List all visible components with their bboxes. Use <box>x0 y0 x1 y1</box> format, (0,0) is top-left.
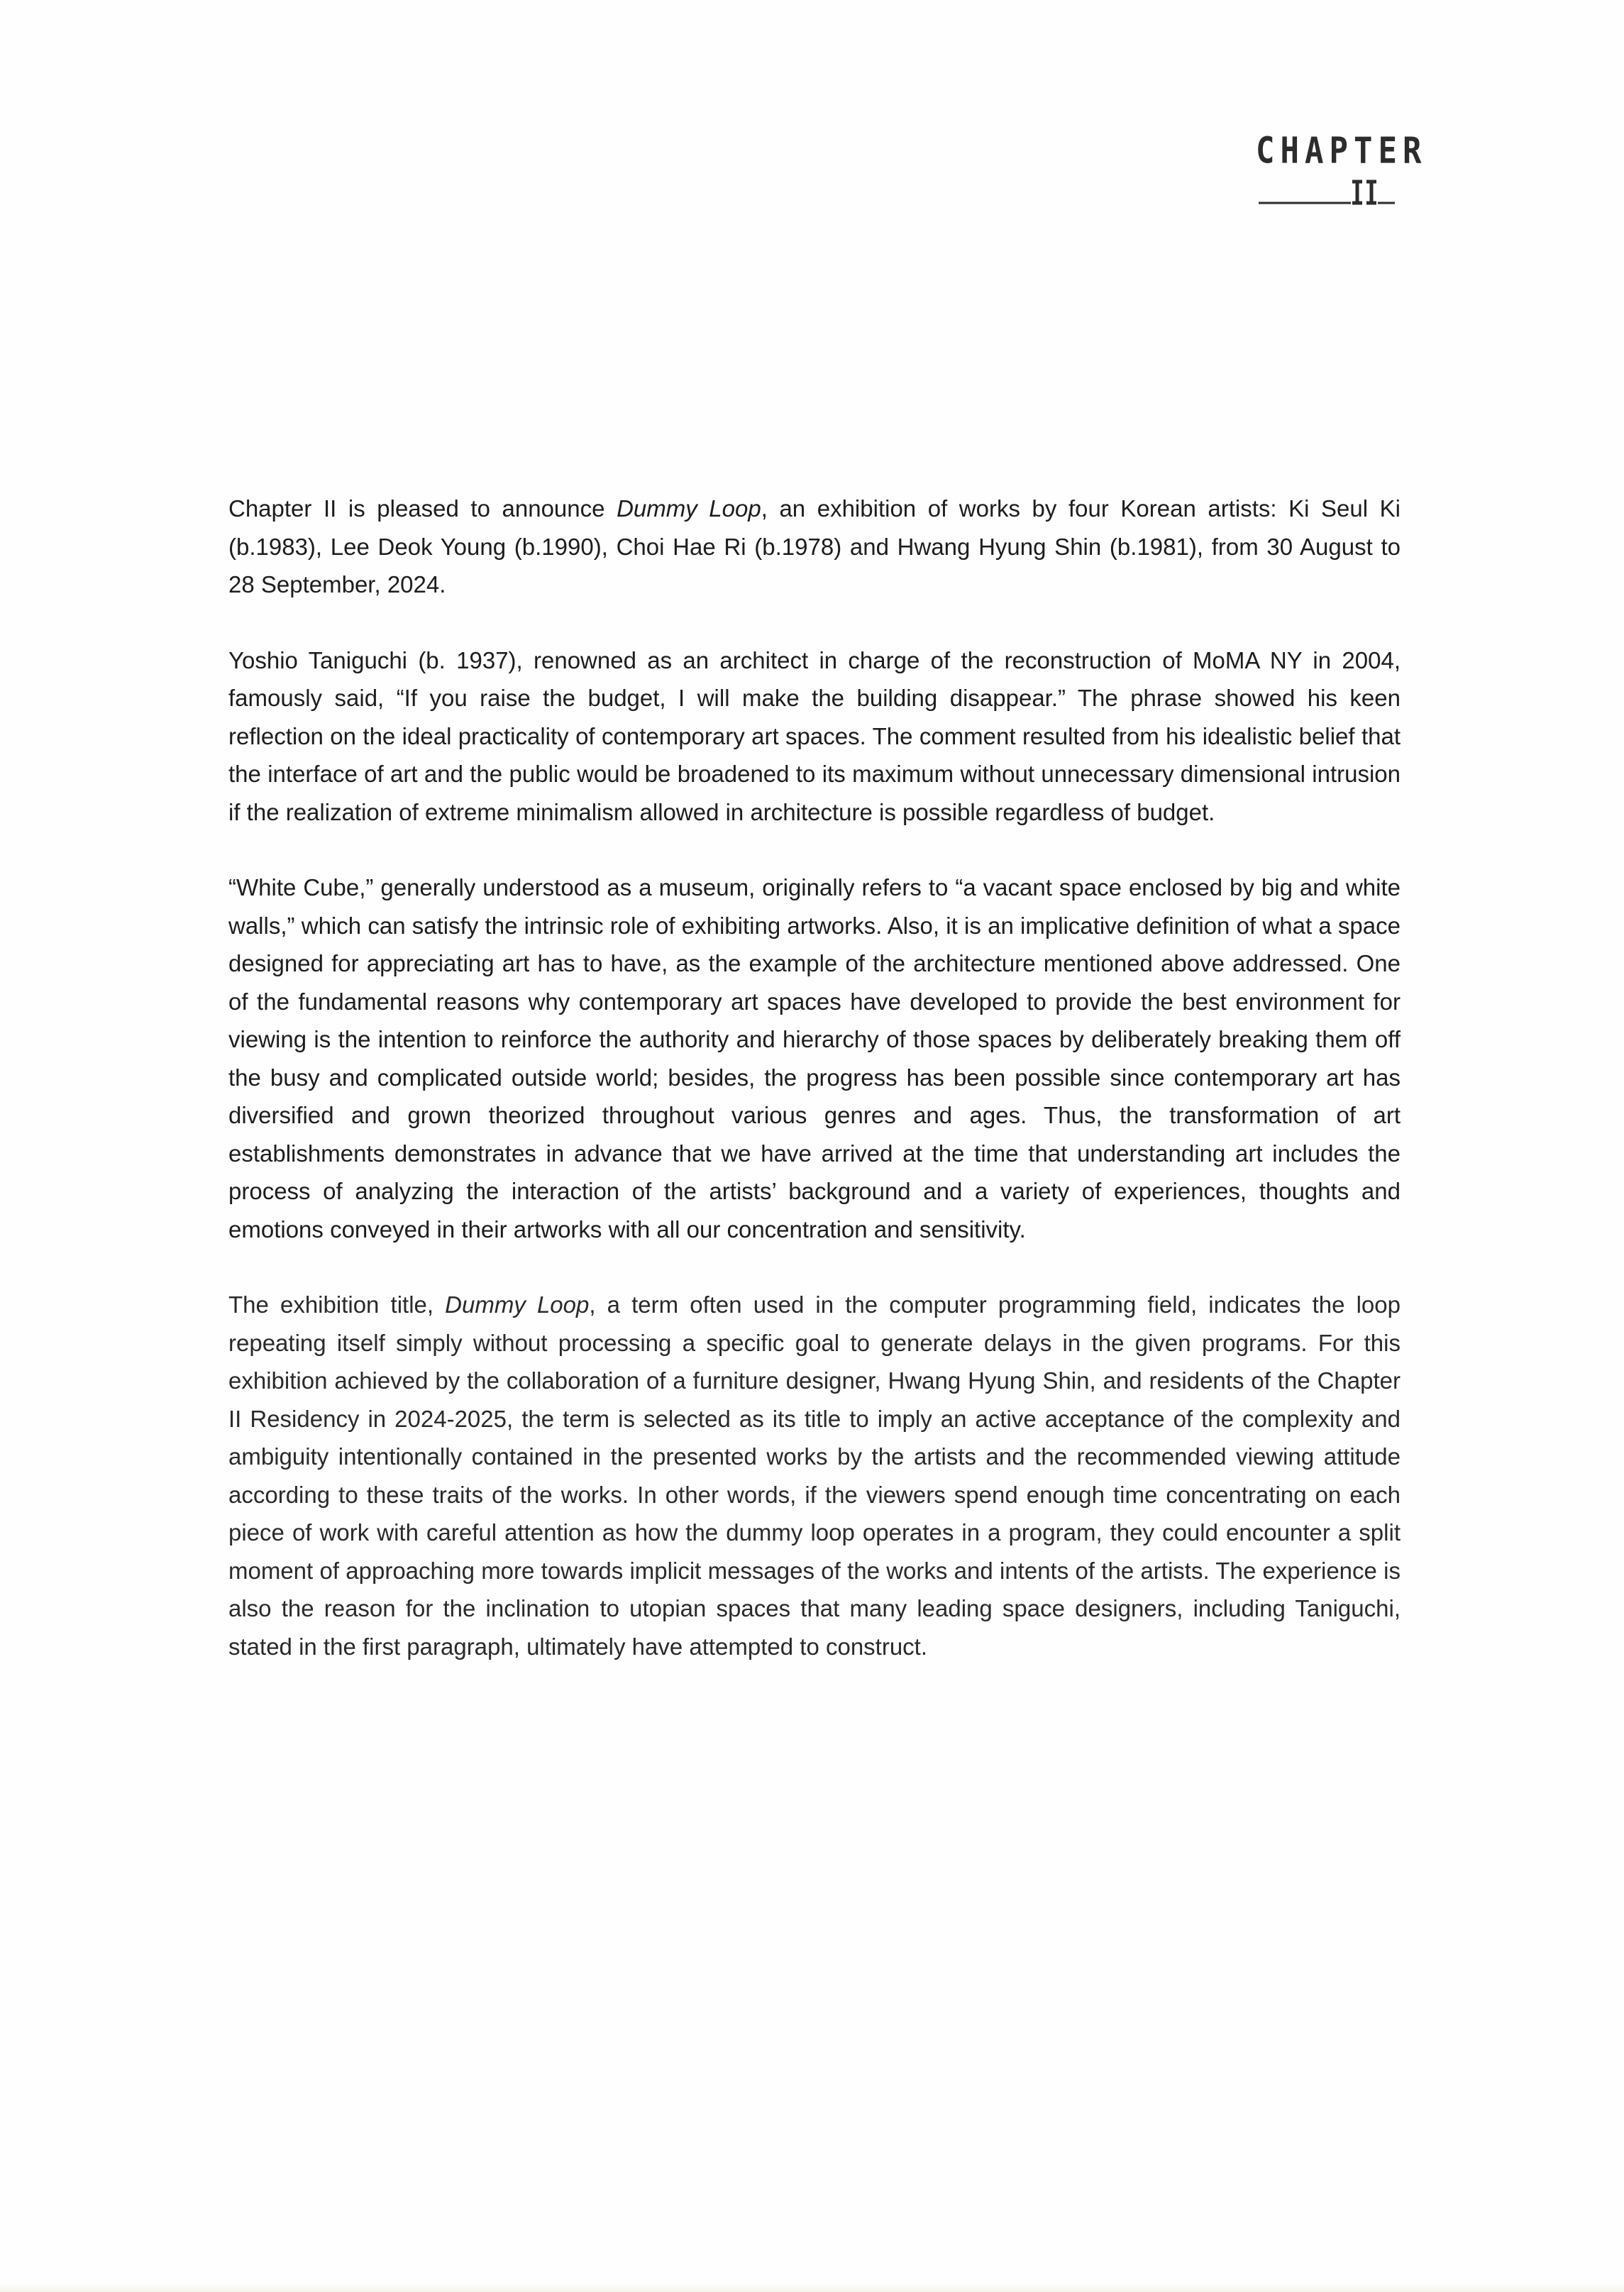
p4-details: , a term often used in the computer programming field, indicates the loop repeating itself simply without processing a specific goal to generate delays in the given programs. For this exhibition achieved by the collaboration of a furniture designer, Hwang Hyung Shin, and residents of the Chapter II Residency in 2024-2025, the term is selected as its title to imply an active acceptance of the complexity and ambiguity intentionally contained in the presented works by the artists and the recommended viewing attitude according to these traits of the works. In other words, if the viewers spend enough time concentrating on each piece of work with careful attention as how the dummy loop operates in a program, they could encounter a split moment of approaching more towards implicit messages of the works and intents of the artists. The experience is also the reason for the inclination to utopian spaces that many leading space designers, including Taniguchi, stated in the first paragraph, ultimately have attempted to construct. <box>228 1291 1401 1660</box>
paragraph-exhibition-title <box>228 1286 1401 1665</box>
exhibition-title-repeat: Dummy Loop <box>445 1291 590 1318</box>
logo-wordmark: CHAPTER <box>1256 130 1427 172</box>
p4-intro: The exhibition title, <box>228 1291 446 1318</box>
chapter-logo <box>1256 130 1427 211</box>
p1-intro: Chapter II is pleased to announce <box>228 495 617 522</box>
scan-bottom-edge <box>0 2283 1624 2292</box>
p1-details: , an exhibition of works by four Korean artists: Ki Seul Ki (b.1983), Lee Deok Young (b.1990), Choi Hae Ri (b.1978) and Hwang Hyung Shin (b.1981), from 30 August to 28 September, 2024. <box>228 495 1401 597</box>
logo-roman-numeral-mark <box>1259 177 1395 206</box>
press-release-body <box>228 490 1401 1703</box>
paragraph-announcement <box>228 490 1401 604</box>
paragraph-white-cube: “White Cube,” generally understood as a museum, originally refers to “a vacant space enclosed by big and white walls,” which can satisfy the intrinsic role of exhibiting artworks. Also, it is an implicative definition of what a space designed for appreciating art has to have, as the example of the architecture mentioned above addressed. One of the fundamental reasons why contemporary art spaces have developed to provide the best environment for viewing is the intention to reinforce the authority and hierarchy of those spaces by deliberately breaking them off the busy and complicated outside world; besides, the progress has been possible since contemporary art has diversified and grown theorized throughout various genres and ages. Thus, the transformation of art establishments demonstrates in advance that we have arrived at the time that understanding art includes the process of analyzing the interaction of the artists’ background and a variety of experiences, thoughts and emotions conveyed in their artworks with all our concentration and sensitivity. <box>228 874 1401 1243</box>
paragraph-taniguchi: Yoshio Taniguchi (b. 1937), renowned as an architect in charge of the reconstruction of MoMA NY in 2004, famously said, “If you raise the budget, I will make the building disappear.” The phrase showed his keen reflection on the ideal practicality of contemporary art spaces. The comment resulted from his idealistic belief that the interface of art and the public would be broadened to its maximum without unnecessary dimensional intrusion if the realization of extreme minimalism allowed in architecture is possible regardless of budget. <box>228 646 1401 825</box>
exhibition-title: Dummy Loop <box>617 495 761 522</box>
